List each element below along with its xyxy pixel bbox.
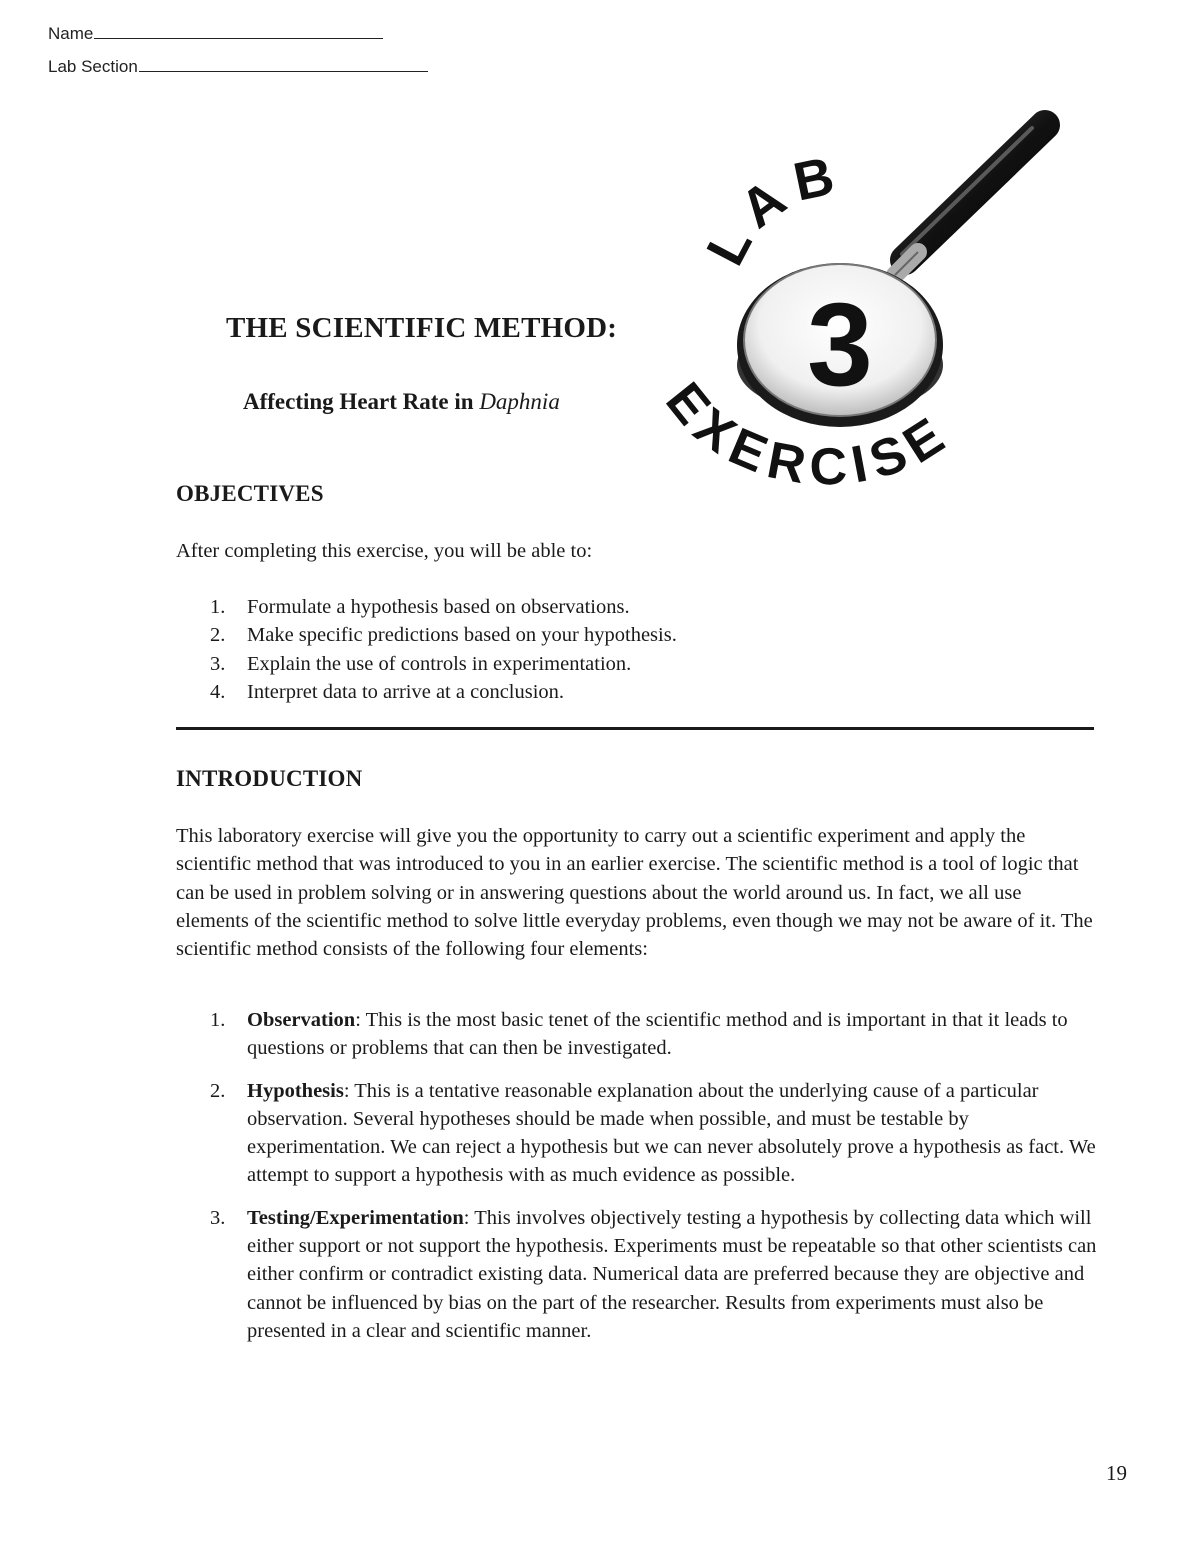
element-number: 1. [210, 1009, 226, 1031]
section-divider [176, 727, 1094, 730]
name-field [48, 22, 383, 44]
objective-item [210, 593, 677, 621]
page-subtitle [243, 389, 560, 415]
objective-number: 4. [210, 680, 226, 703]
element-term: Hypothesis [247, 1079, 344, 1102]
subtitle-organism: Daphnia [479, 389, 560, 414]
magnifier-handle-icon [895, 125, 1045, 275]
logo-word-bottom: EXERCISE [654, 372, 961, 497]
objective-number: 2. [210, 624, 226, 647]
element-term: Testing/Experimentation [247, 1206, 464, 1229]
svg-text:LAB [695, 144, 849, 275]
lab-section-label: Lab Section [48, 57, 138, 76]
page-number: 19 [1106, 1461, 1127, 1485]
lab-exercise-logo [640, 100, 1070, 510]
objectives-intro: After completing this exercise, you will be able to: [176, 540, 593, 562]
objective-text: Make specific predictions based on your hypothesis. [247, 624, 677, 647]
introduction-heading: INTRODUCTION [176, 766, 363, 791]
element-text: : This is a tentative reasonable explanation about the underlying cause of a particular observation. Several hypotheses should be made when possible, and must be testable by experimentation. We can reject a hypothesis but we can never absolutely prove a hypothesis as fact. We attempt to support a hypothesis with as much evidence as possible. [247, 1079, 1096, 1187]
lab-section-field [48, 55, 428, 77]
method-element-item [210, 1006, 1100, 1063]
objective-text: Explain the use of controls in experimentation. [247, 652, 632, 675]
objective-item [210, 650, 677, 678]
objective-number: 3. [210, 652, 226, 675]
method-element-item [210, 1204, 1100, 1345]
logo-word-top: LAB [695, 143, 849, 275]
page-title: THE SCIENTIFIC METHOD: [226, 312, 618, 344]
objectives-heading: OBJECTIVES [176, 481, 324, 506]
element-number: 3. [210, 1206, 226, 1229]
introduction-paragraph: This laboratory exercise will give you the opportunity to carry out a scientific experiment and apply the scientific method that was introduced to you in an earlier exercise. The scientific method is a tool of logic that can be used in problem solving or in answering questions about the world around us. In fact, we all use elements of the scientific method to solve little everyday problems, even though we may not be aware of it. The scientific method consists of the following four elements: [176, 825, 1093, 961]
element-number: 2. [210, 1079, 226, 1102]
element-text: : This is the most basic tenet of the scientific method and is important in that it leads to questions or problems that can then be investigated. [247, 1009, 1068, 1060]
element-text: : This involves objectively testing a hypothesis by collecting data which will either support or not support the hypothesis. Experiments must be repeatable so that other scientists can either confirm or contradict existing data. Numerical data are preferred because they are objective and cannot be influenced by bias on the part of the researcher. Results from experiments must also be presented in a clear and scientific manner. [247, 1206, 1097, 1342]
name-label: Name [48, 24, 94, 43]
objectives-list [210, 593, 677, 706]
method-elements-list [210, 1006, 1100, 1359]
objective-text: Formulate a hypothesis based on observations. [247, 596, 630, 618]
lab-section-blank [139, 55, 428, 72]
subtitle-prefix: Affecting Heart Rate in [243, 389, 480, 414]
objective-item [210, 621, 677, 649]
logo-number: 3 [807, 279, 873, 411]
objective-number: 1. [210, 596, 226, 618]
element-term: Observation [247, 1009, 356, 1031]
objective-text: Interpret data to arrive at a conclusion. [247, 680, 565, 703]
objective-item [210, 678, 677, 706]
name-blank [94, 22, 383, 39]
method-element-item [210, 1077, 1100, 1190]
